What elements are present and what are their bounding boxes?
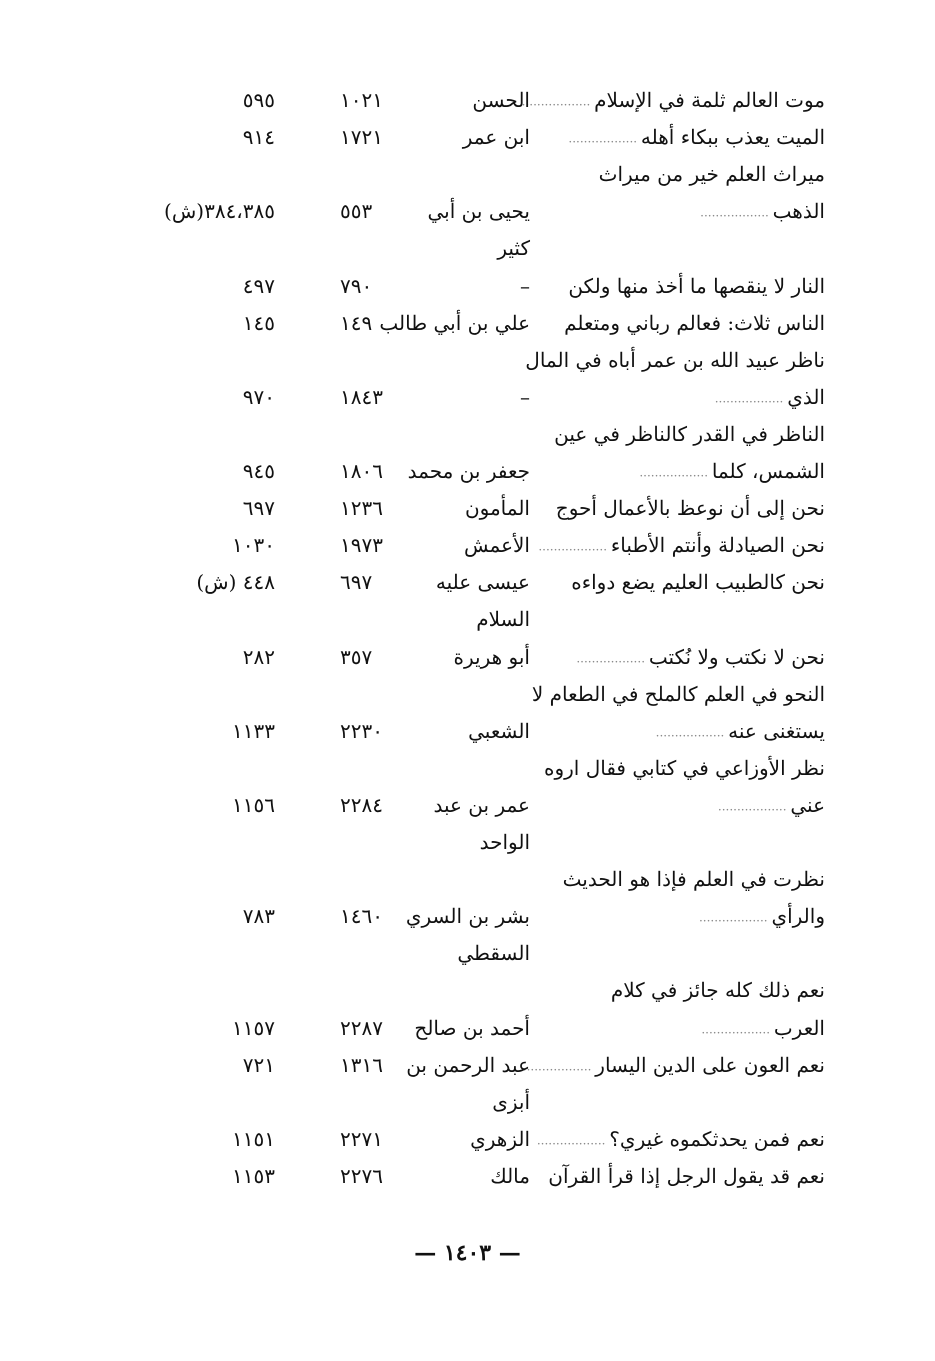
entry-page: ١٤٥: [242, 310, 275, 335]
leader-dots: ..................: [639, 465, 712, 480]
entry-author: –: [520, 384, 530, 409]
entry-page: ٦٩٧: [242, 496, 275, 521]
entry-text: الناس ثلاث: فعالم رباني ومتعلم: [564, 310, 825, 335]
leader-dots: ..................: [698, 910, 772, 925]
index-entry: [0, 1084, 935, 1120]
entry-author: ابن عمر: [462, 125, 530, 150]
entry-number: ٢٢٨٧: [340, 1015, 383, 1040]
entry-text: الذهب ..................: [700, 199, 825, 224]
entry-author: جعفر بن محمد: [407, 459, 530, 483]
entry-text: ناظر عبيد الله بن عمر أباه في المال: [525, 347, 825, 372]
entry-page: ٤٩٧: [242, 273, 275, 298]
entry-author: علي بن أبي طالب: [379, 310, 530, 335]
entry-text: النحو في العلم كالملح في الطعام لا: [531, 681, 825, 706]
entry-author: الزهري: [470, 1126, 530, 1151]
index-entry: [0, 342, 935, 378]
entry-number: ٢٢٧١: [340, 1126, 383, 1151]
entry-author: كثير: [497, 236, 530, 261]
entry-page: ١٠٣٠: [232, 533, 275, 558]
index-entry: [0, 861, 935, 897]
index-entry: [0, 268, 935, 304]
entry-text: نعم العون على الدين اليسار ..................: [522, 1052, 825, 1077]
leader-dots: ..................: [522, 1059, 596, 1074]
index-entry: [0, 1121, 935, 1157]
entry-author: بشر بن السري: [405, 904, 530, 929]
index-entry: [0, 1010, 935, 1046]
entry-number: ١٤٦٠: [340, 904, 383, 929]
entry-page: ١١٣٣: [232, 718, 275, 743]
entry-author: عمر بن عبد: [433, 792, 530, 817]
entry-author: مالك: [490, 1163, 530, 1188]
entry-number: ١٨٠٦: [340, 459, 383, 483]
index-entry: [0, 416, 935, 452]
entry-page: ٧٢١: [242, 1052, 275, 1077]
entry-author: عيسى عليه: [435, 570, 530, 595]
entry-author: أبو هريرة: [453, 644, 530, 669]
index-entry: [0, 119, 935, 155]
entry-page: ١١٥٦: [232, 792, 275, 817]
entry-number: ١٩٧٣: [340, 533, 383, 558]
index-entry: [0, 639, 935, 675]
entry-page: ٧٨٣: [242, 904, 275, 929]
entry-author: عبد الرحمن بن: [406, 1052, 530, 1077]
entry-author: الحسن: [472, 88, 530, 112]
index-entry: [0, 305, 935, 341]
index-entry: [0, 156, 935, 192]
index-entry: [0, 564, 935, 600]
entry-page: ١١٥١: [232, 1126, 275, 1151]
index-entry: [0, 453, 935, 489]
entry-number: ٢٢٧٦: [340, 1163, 383, 1188]
entry-author: السقطي: [457, 941, 530, 966]
index-entry: [0, 824, 935, 860]
entry-number: ٥٥٣: [340, 199, 373, 224]
entry-text: الميت يعذب ببكاء أهله ..................: [568, 125, 825, 150]
entry-number: ١٣١٦: [340, 1052, 383, 1077]
entry-page: ٩١٤: [242, 125, 275, 150]
entry-number: ١٤٩: [340, 310, 373, 335]
entry-text: نحن الصيادلة وأنتم الأطباء ..................: [538, 533, 825, 558]
entry-text: نظرت في العلم فإذا هو الحديث: [562, 867, 825, 892]
entry-number: ٢٢٣٠: [340, 718, 383, 743]
entry-page: ٥٩٥: [242, 88, 275, 112]
page-number: — ١٤٠٣ —: [414, 1240, 521, 1266]
entry-number: ٦٩٧: [340, 570, 373, 595]
leader-dots: ..................: [568, 131, 641, 146]
index-entry: [0, 787, 935, 823]
index-entry: [0, 601, 935, 637]
entry-text: الشمس، كلما ..................: [639, 459, 825, 483]
index-entry: [0, 379, 935, 415]
entry-number: ٣٥٧: [340, 644, 373, 669]
leader-dots: ..................: [538, 539, 611, 554]
entry-author: يحيى بن أبي: [427, 199, 530, 224]
entry-number: ١٨٤٣: [340, 384, 383, 409]
entry-number: ١٢٣٦: [340, 496, 383, 521]
entry-author: الواحد: [479, 830, 530, 854]
index-entry: [0, 1047, 935, 1083]
entry-text: نعم قد يقول الرجل إذا قرأ القرآن: [548, 1163, 825, 1188]
entry-text: النار لا ينقصها ما أخذ منها ولكن: [568, 273, 825, 298]
entry-text: والرأي ..................: [698, 904, 825, 929]
entry-author: الأعمش: [464, 533, 530, 558]
entry-text: ميراث العلم خير من ميراث: [598, 162, 825, 187]
entry-page: ٩٤٥: [242, 459, 275, 483]
entry-text: نعم فمن يحدثكموه غيري؟ ..................: [536, 1126, 825, 1151]
entry-text: يستغنى عنه ..................: [655, 718, 825, 743]
entry-text: نحن إلى أن نوعظ بالأعمال أحوج: [555, 496, 825, 521]
index-entry: [0, 230, 935, 266]
entry-text: العرب ..................: [701, 1015, 825, 1040]
entry-number: ٧٩٠: [340, 273, 373, 298]
entry-text: نظر الأوزاعي في كتابي فقال اروه: [543, 755, 825, 780]
leader-dots: ..................: [655, 725, 729, 740]
leader-dots: ..................: [717, 799, 791, 814]
index-entry: [0, 972, 935, 1008]
leader-dots: ..................: [700, 205, 773, 220]
leader-dots: ..................: [701, 1022, 774, 1036]
index-entry: [0, 676, 935, 712]
index-entry: [0, 713, 935, 749]
entry-page: ٤٤٨ (ش): [196, 570, 275, 595]
entry-page: ٩٧٠: [242, 384, 275, 409]
leader-dots: ..................: [536, 1133, 610, 1148]
entry-page: ٢٨٢: [242, 644, 275, 669]
entry-page: ١١٥٧: [232, 1015, 275, 1040]
index-entry: [0, 490, 935, 526]
index-entry: [0, 82, 935, 118]
entry-number: ١٧٢١: [340, 125, 383, 150]
entry-page: ٣٨٤،٣٨٥(ش): [164, 199, 275, 224]
entry-number: ٢٢٨٤: [340, 792, 383, 817]
entry-author: –: [520, 273, 530, 298]
entry-author: أحمد بن صالح: [414, 1015, 530, 1040]
entry-text: نعم ذلك كله جائز في كلام: [610, 978, 825, 1003]
entry-page: ١١٥٣: [232, 1163, 275, 1188]
entry-text: عني ..................: [717, 792, 825, 817]
leader-dots: ..................: [521, 94, 595, 109]
index-entry: [0, 750, 935, 786]
entry-author: المأمون: [464, 496, 530, 521]
entry-author: الشعبي: [468, 718, 530, 743]
entry-author: أبزى: [492, 1089, 530, 1114]
index-entry: [0, 898, 935, 934]
entry-text: الذي ..................: [714, 384, 825, 409]
entry-text: نحن كالطبيب العليم يضع دواءه: [571, 570, 825, 595]
index-entry: [0, 527, 935, 563]
entry-text: نحن لا نكتب ولا نُكتب ..................: [576, 644, 825, 669]
leader-dots: ..................: [576, 651, 649, 665]
index-entry: [0, 1158, 935, 1194]
entry-text: موت العالم ثلمة في الإسلام ..................: [521, 88, 825, 112]
entry-text: الناظر في القدر كالناظر في عين: [554, 421, 825, 446]
index-entry: [0, 193, 935, 229]
index-entry: [0, 935, 935, 971]
leader-dots: ..................: [714, 391, 788, 406]
entry-author: السلام: [476, 607, 530, 632]
entry-number: ١٠٢١: [340, 88, 383, 112]
